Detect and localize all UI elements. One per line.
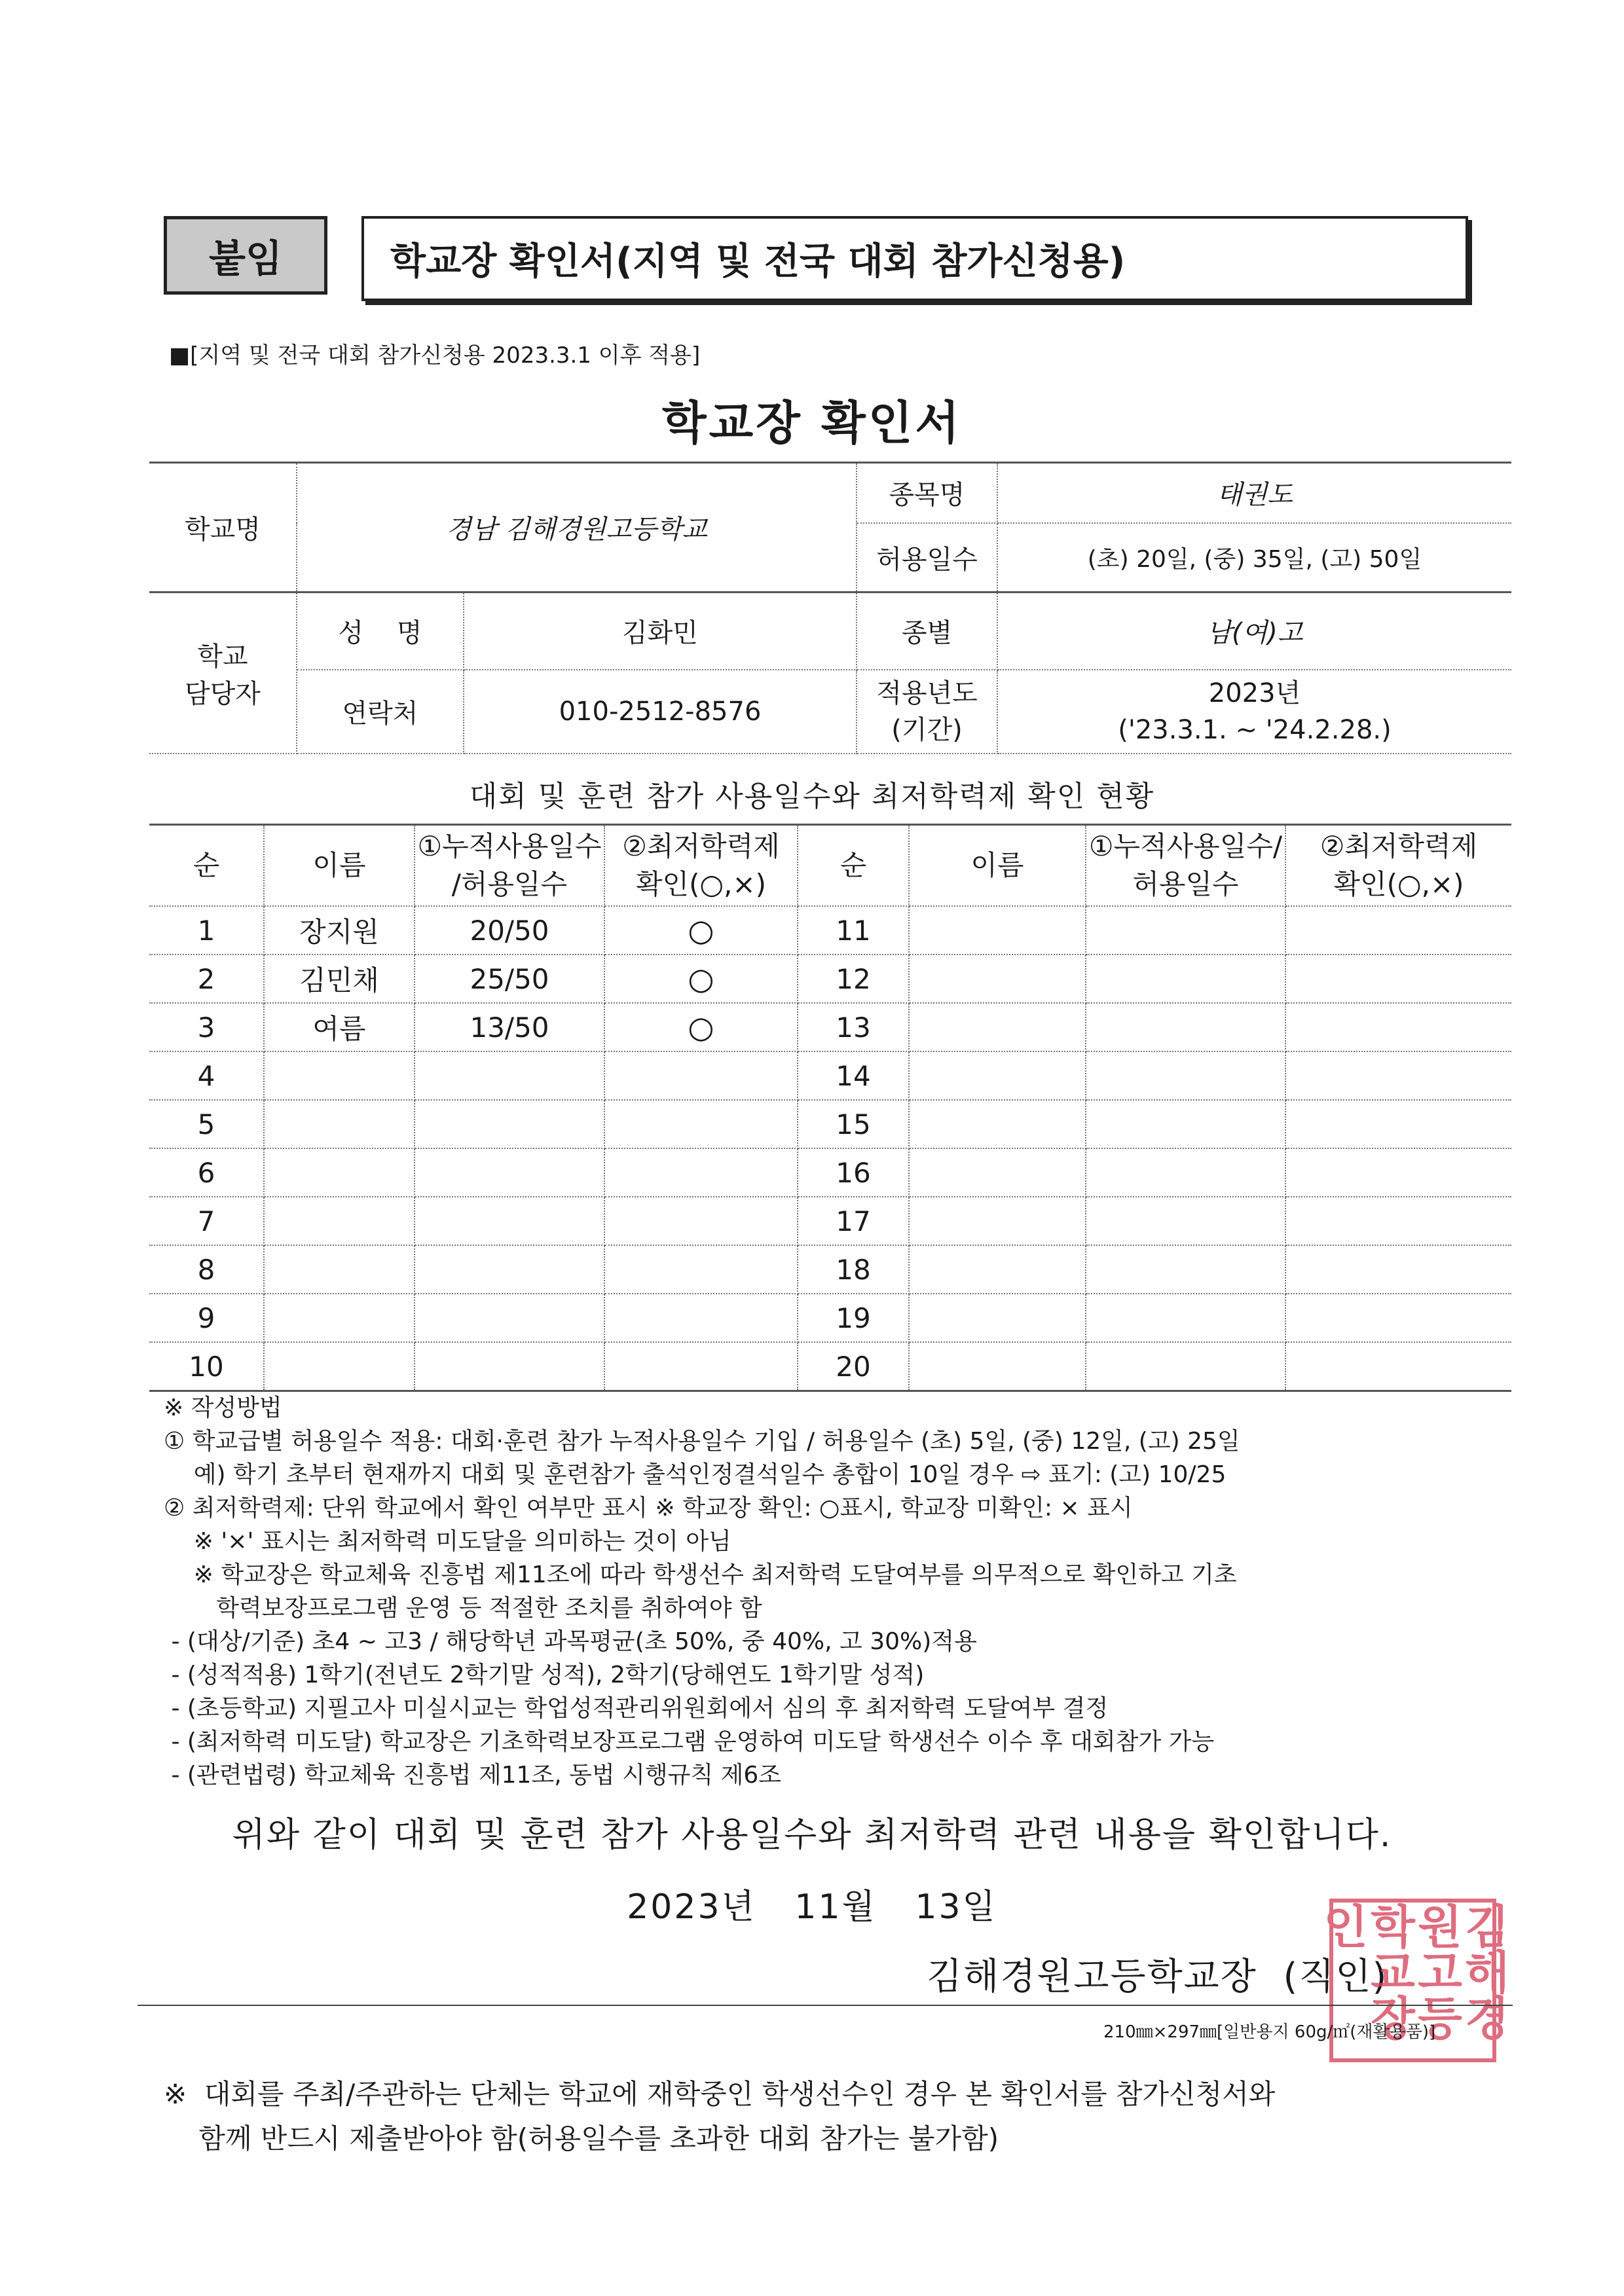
issue-date: 2023년 11월 13일 — [627, 1887, 997, 1927]
row-mark-right — [1285, 1245, 1511, 1294]
row-name-right — [909, 1148, 1086, 1197]
footer-line: ※ 대회를 주최/주관하는 단체는 학교에 재학중인 학생선수인 경우 본 확인서를 참가신청서와 — [164, 2078, 1276, 2110]
row-no: 4 — [149, 1051, 264, 1100]
year-value — [997, 670, 1511, 754]
col-edu-right-line2: 확인(○,×) — [1333, 868, 1464, 900]
document-heading: 학교장 확인서(지역 및 전국 대회 참가신청용) — [361, 216, 1468, 301]
instruction-line: ② 최저학력제: 단위 학교에서 확인 여부만 표시 ※ 학교장 확인: ○표시, 학교장 미확인: × 표시 — [164, 1495, 1133, 1522]
phone-value: 010-2512-8576 — [464, 670, 857, 754]
year-value-line1: 2023년 — [1208, 678, 1301, 708]
table-row — [149, 1100, 1511, 1148]
row-name — [264, 1051, 415, 1100]
row-days-right — [1086, 955, 1285, 1003]
col-name-right: 이름 — [909, 825, 1086, 907]
row-name — [264, 1148, 415, 1197]
row-days — [415, 1148, 604, 1197]
row-days-right — [1086, 1148, 1285, 1197]
contact-group-label-line1: 학교 — [197, 641, 248, 672]
row-name-right — [909, 1342, 1086, 1391]
col-days-right — [1086, 825, 1285, 907]
table-row — [149, 955, 1511, 1003]
row-mark — [604, 1294, 798, 1342]
phone-label: 연락처 — [297, 670, 464, 754]
official-seal-stamp: 김해경원고등학교장인 — [1329, 1899, 1496, 2062]
year-label — [857, 670, 997, 754]
col-edu-line1: ②최저학력제 — [622, 830, 780, 862]
instruction-line: - (대상/기준) 초4 ~ 고3 / 해당학년 과목평균(초 50%, 중 40%, 고 30%)적용 — [164, 1628, 977, 1655]
row-mark: ○ — [604, 1003, 798, 1051]
attachment-tag: 붙임 — [164, 216, 327, 295]
row-name: 여름 — [264, 1003, 415, 1051]
row-days-right — [1086, 1051, 1285, 1100]
col-no-right: 순 — [798, 825, 909, 907]
category-value: 남(여)고 — [997, 592, 1511, 670]
col-no: 순 — [149, 825, 264, 907]
row-days-right — [1086, 906, 1285, 955]
row-no-right: 16 — [798, 1148, 909, 1197]
col-days-line1: ①누적사용일수 — [417, 830, 602, 862]
row-mark — [604, 1197, 798, 1245]
instruction-line: - (초등학교) 지필고사 미실시교는 학업성적관리위원회에서 심의 후 최저학력 도달여부 결정 — [164, 1695, 1109, 1722]
col-edu-right-line1: ②최저학력제 — [1320, 830, 1478, 862]
row-days: 25/50 — [415, 955, 604, 1003]
row-name — [264, 1342, 415, 1391]
instruction-line: - (관련법령) 학교체육 진흥법 제11조, 동법 시행규칙 제6조 — [164, 1762, 782, 1789]
row-days — [415, 1342, 604, 1391]
table-row — [149, 906, 1511, 955]
col-edu-line2: 확인(○,×) — [635, 868, 767, 900]
year-label-line1: 적용년도 — [876, 678, 978, 708]
row-name-right — [909, 1197, 1086, 1245]
row-days: 13/50 — [415, 1003, 604, 1051]
row-name — [264, 1197, 415, 1245]
table-row — [149, 1342, 1511, 1391]
row-mark-right — [1285, 1342, 1511, 1391]
section-title: 대회 및 훈련 참가 사용일수와 최저학력제 확인 현황 — [469, 780, 1155, 813]
name-label: 성 명 — [297, 592, 464, 670]
table-row — [149, 1294, 1511, 1342]
row-mark — [604, 1245, 798, 1294]
row-name-right — [909, 1294, 1086, 1342]
row-name-right — [909, 955, 1086, 1003]
row-mark — [604, 1051, 798, 1100]
row-no: 9 — [149, 1294, 264, 1342]
row-days — [415, 1197, 604, 1245]
school-name-label: 학교명 — [149, 463, 297, 592]
row-mark — [604, 1100, 798, 1148]
row-mark-right — [1285, 1100, 1511, 1148]
row-name: 김민채 — [264, 955, 415, 1003]
row-mark-right — [1285, 1003, 1511, 1051]
allowed-days-value: (초) 20일, (중) 35일, (고) 50일 — [997, 523, 1511, 592]
row-no: 3 — [149, 1003, 264, 1051]
school-info-table — [149, 462, 1511, 754]
row-days — [415, 1294, 604, 1342]
row-name-right — [909, 1100, 1086, 1148]
row-mark: ○ — [604, 955, 798, 1003]
applicability-note: ■[지역 및 전국 대회 참가신청용 2023.3.1 이후 적용] — [169, 342, 701, 369]
instruction-line: ① 학교급별 허용일수 적용: 대회·훈련 참가 누적사용일수 기입 / 허용일수 (초) 5일, (중) 12일, (고) 25일 — [164, 1428, 1240, 1455]
instructions — [164, 1391, 1539, 1792]
row-name-right — [909, 906, 1086, 955]
row-no-right: 14 — [798, 1051, 909, 1100]
row-no-right: 18 — [798, 1245, 909, 1294]
col-name: 이름 — [264, 825, 415, 907]
row-mark: ○ — [604, 906, 798, 955]
row-name: 장지원 — [264, 906, 415, 955]
row-days-right — [1086, 1294, 1285, 1342]
table-row — [149, 1245, 1511, 1294]
row-no: 8 — [149, 1245, 264, 1294]
row-no-right: 12 — [798, 955, 909, 1003]
row-no-right: 15 — [798, 1100, 909, 1148]
row-days-right — [1086, 1197, 1285, 1245]
footer-note — [164, 2072, 1552, 2161]
confirmation-statement: 위와 같이 대회 및 훈련 참가 사용일수와 최저학력 관련 내용을 확인합니다. — [232, 1815, 1392, 1855]
row-days — [415, 1100, 604, 1148]
table-row — [149, 1197, 1511, 1245]
row-days — [415, 1051, 604, 1100]
row-no-right: 11 — [798, 906, 909, 955]
row-days — [415, 1245, 604, 1294]
row-name-right — [909, 1245, 1086, 1294]
footer-line: 함께 반드시 제출받아야 함(허용일수를 초과한 대회 참가는 불가함) — [164, 2123, 999, 2155]
col-days-right-line2: 허용일수 — [1132, 868, 1239, 900]
row-no-right: 20 — [798, 1342, 909, 1391]
row-no: 7 — [149, 1197, 264, 1245]
row-name — [264, 1294, 415, 1342]
contact-group-label — [149, 592, 297, 754]
row-mark-right — [1285, 1294, 1511, 1342]
row-days-right — [1086, 1003, 1285, 1051]
instruction-line: ※ 학교장은 학교체육 진흥법 제11조에 따라 학생선수 최저학력 도달여부를 의무적으로 확인하고 기초 — [164, 1561, 1237, 1588]
col-days-right-line1: ①누적사용일수/ — [1088, 830, 1283, 862]
col-days-line2: /허용일수 — [451, 868, 568, 900]
sport-label: 종목명 — [857, 463, 997, 523]
table-row — [149, 1051, 1511, 1100]
name-value: 김화민 — [464, 592, 857, 670]
table-row — [149, 1148, 1511, 1197]
row-mark-right — [1285, 1197, 1511, 1245]
row-no: 10 — [149, 1342, 264, 1391]
category-label: 종별 — [857, 592, 997, 670]
row-no: 2 — [149, 955, 264, 1003]
col-days — [415, 825, 604, 907]
row-name-right — [909, 1003, 1086, 1051]
row-mark-right — [1285, 906, 1511, 955]
row-name-right — [909, 1051, 1086, 1100]
row-no: 1 — [149, 906, 264, 955]
sport-value: 태권도 — [997, 463, 1511, 523]
instruction-line: 예) 학기 초부터 현재까지 대회 및 훈련참가 출석인정결석일수 총합이 10일 경우 ⇨ 표기: (고) 10/25 — [164, 1461, 1227, 1488]
row-mark-right — [1285, 1051, 1511, 1100]
row-name — [264, 1100, 415, 1148]
participants-table — [149, 824, 1511, 1392]
col-edu — [604, 825, 798, 907]
row-days-right — [1086, 1245, 1285, 1294]
instruction-line: - (최저학력 미도달) 학교장은 기초학력보장프로그램 운영하여 미도달 학생선수 이수 후 대회참가 가능 — [164, 1728, 1215, 1755]
instruction-line: 학력보장프로그램 운영 등 적절한 조치를 취하여야 함 — [164, 1595, 762, 1622]
row-mark — [604, 1148, 798, 1197]
row-no-right: 13 — [798, 1003, 909, 1051]
col-edu-right — [1285, 825, 1511, 907]
paper-size-note: 210㎜×297㎜[일반용지 60g/㎡(재활용품)] — [1103, 2022, 1436, 2042]
divider — [138, 2005, 1513, 2006]
page-title: 학교장 확인서 — [661, 396, 963, 450]
row-name — [264, 1245, 415, 1294]
row-no-right: 19 — [798, 1294, 909, 1342]
allowed-days-label: 허용일수 — [857, 523, 997, 592]
principal-signature: 김해경원고등학교장 (직인) — [927, 1956, 1388, 1998]
table-row — [149, 1003, 1511, 1051]
instruction-line: ※ 작성방법 — [164, 1394, 282, 1421]
row-mark-right — [1285, 955, 1511, 1003]
table-header-row — [149, 825, 1511, 907]
school-name-value: 경남 김해경원고등학교 — [297, 463, 857, 592]
year-value-line2: ('23.3.1. ~ '24.2.28.) — [1118, 714, 1392, 745]
row-days-right — [1086, 1100, 1285, 1148]
row-no: 5 — [149, 1100, 264, 1148]
row-days-right — [1086, 1342, 1285, 1391]
instruction-line: - (성적적용) 1학기(전년도 2학기말 성적), 2학기(당해연도 1학기말 성적) — [164, 1662, 925, 1688]
row-mark-right — [1285, 1148, 1511, 1197]
row-days: 20/50 — [415, 906, 604, 955]
year-label-line2: (기간) — [891, 714, 963, 745]
instruction-line: ※ '×' 표시는 최저학력 미도달을 의미하는 것이 아님 — [164, 1528, 731, 1555]
row-no: 6 — [149, 1148, 264, 1197]
contact-group-label-line2: 담당자 — [185, 678, 261, 709]
row-no-right: 17 — [798, 1197, 909, 1245]
row-mark — [604, 1342, 798, 1391]
